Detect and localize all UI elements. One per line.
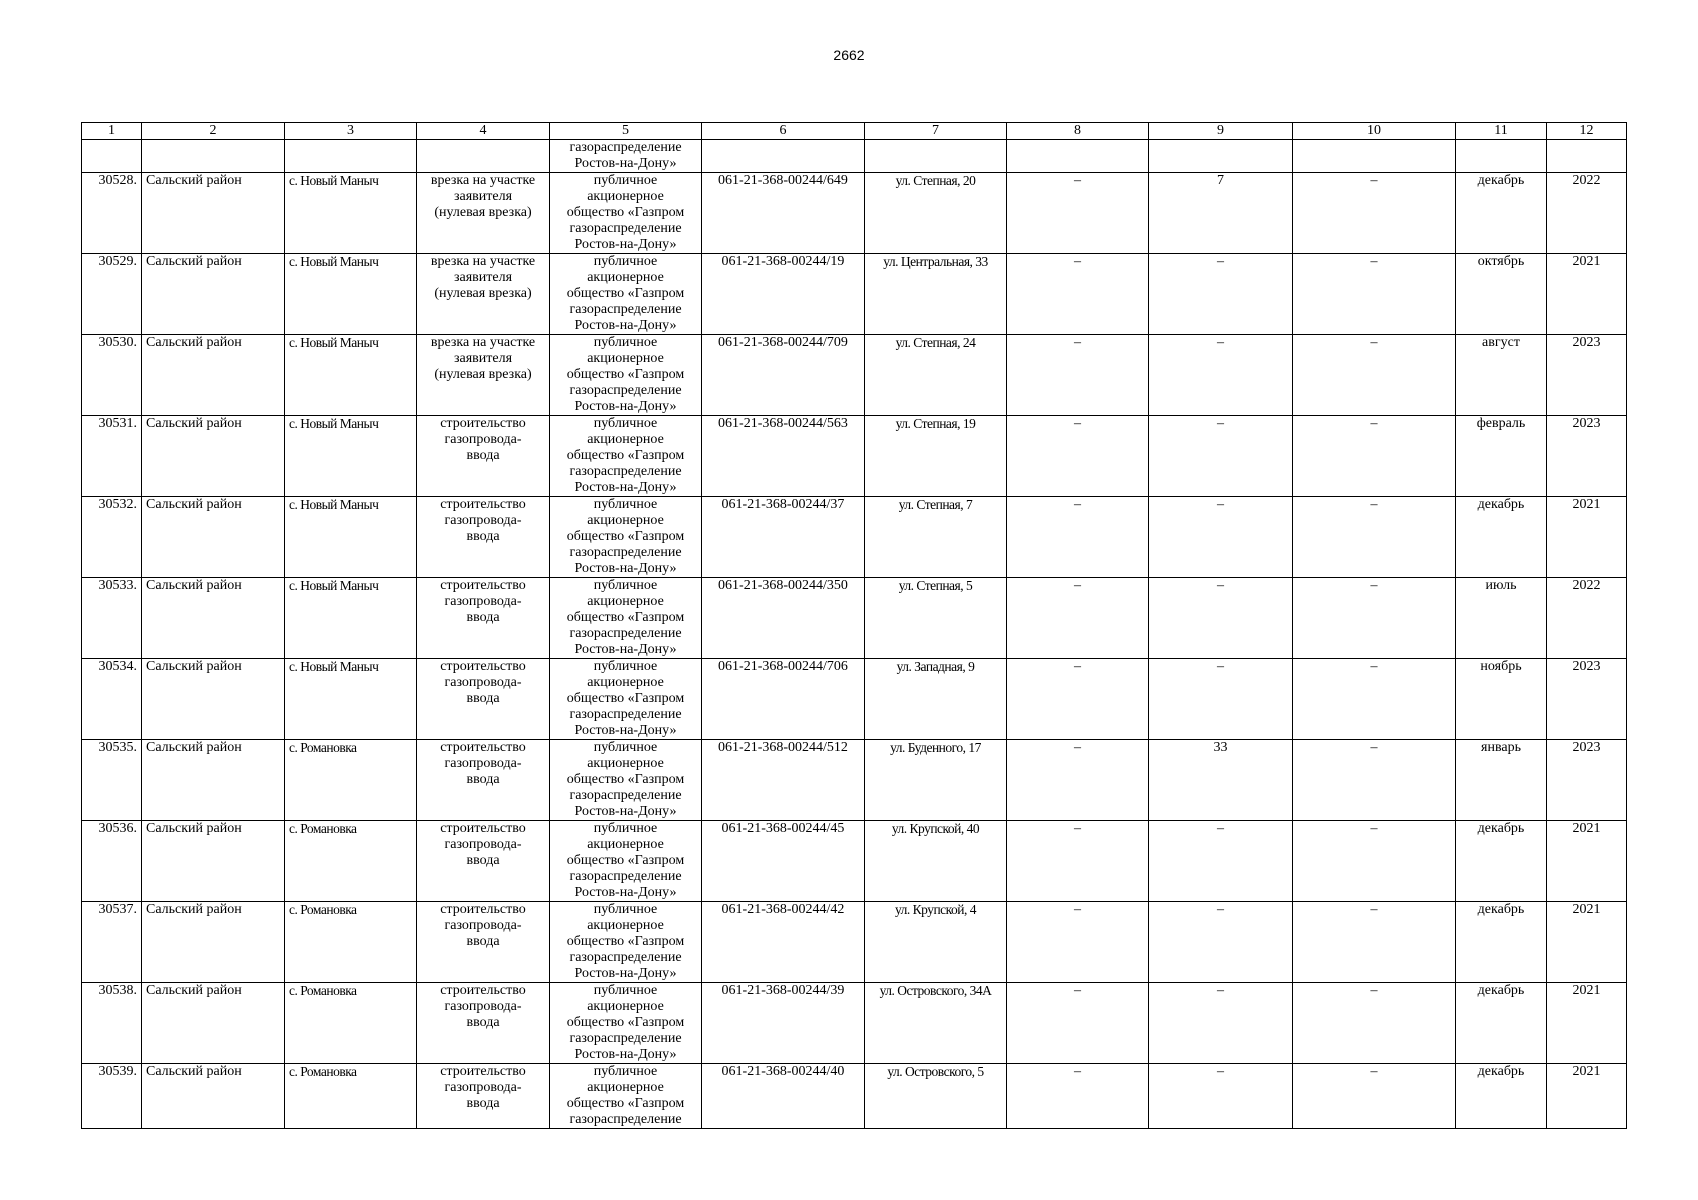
row-number-cell: 30538. (82, 983, 142, 1064)
month-cell: октябрь (1456, 254, 1547, 335)
work-type-line: ввода (466, 610, 500, 625)
empty-cell (417, 140, 550, 173)
month-cell: июль (1456, 578, 1547, 659)
address-cell: ул. Крупской, 4 (865, 902, 1007, 983)
organization-line: акционерное (587, 513, 664, 528)
continuation-row (82, 140, 1627, 173)
settlement-cell: с. Новый Маныч (285, 497, 417, 578)
organization-line: газораспределение (569, 950, 682, 965)
work-type-line: ввода (466, 1015, 500, 1030)
organization-line: публичное (593, 416, 658, 431)
district-cell: Сальский район (142, 254, 285, 335)
address-cell: ул. Буденного, 17 (865, 740, 1007, 821)
organization-line: публичное (593, 902, 658, 917)
column-9-cell: – (1149, 254, 1293, 335)
district-cell: Сальский район (142, 173, 285, 254)
row-number-cell: 30529. (82, 254, 142, 335)
row-number-cell: 30537. (82, 902, 142, 983)
column-header: 6 (702, 123, 865, 140)
work-type-cell (417, 902, 550, 983)
month-cell: август (1456, 335, 1547, 416)
organization-cell (550, 902, 702, 983)
organization-line: публичное (593, 173, 658, 188)
table-row (82, 416, 1627, 497)
column-9-cell: – (1149, 983, 1293, 1064)
organization-line: газораспределение (569, 707, 682, 722)
settlement-cell: с. Романовка (285, 740, 417, 821)
organization-line: Ростов-на-Дону» (574, 642, 677, 657)
organization-cell (550, 821, 702, 902)
address-cell: ул. Центральная, 33 (865, 254, 1007, 335)
table-row (82, 821, 1627, 902)
organization-line: общество «Газпром (566, 1015, 685, 1030)
permit-code-cell: 061-21-368-00244/512 (702, 740, 865, 821)
organization-cell (550, 416, 702, 497)
work-type-line: газопровода- (444, 513, 522, 528)
work-type-cell (417, 578, 550, 659)
organization-line: Ростов-на-Дону» (574, 318, 677, 333)
work-type-line: (нулевая врезка) (434, 367, 532, 382)
organization-line: общество «Газпром (566, 205, 685, 220)
work-type-cell (417, 335, 550, 416)
year-cell: 2023 (1547, 740, 1627, 821)
organization-line: публичное (593, 1064, 658, 1079)
organization-line: публичное (593, 740, 658, 755)
work-type-line: газопровода- (444, 837, 522, 852)
organization-line: газораспределение (569, 545, 682, 560)
organization-line: общество «Газпром (566, 691, 685, 706)
settlement-cell: с. Новый Маныч (285, 659, 417, 740)
district-cell: Сальский район (142, 335, 285, 416)
column-10-cell: – (1293, 902, 1456, 983)
column-8-cell: – (1007, 173, 1149, 254)
empty-cell (702, 140, 865, 173)
work-type-line: врезка на участке (430, 254, 536, 269)
column-header: 1 (82, 123, 142, 140)
work-type-line: ввода (466, 448, 500, 463)
work-type-line: строительство (440, 1064, 526, 1079)
column-10-cell: – (1293, 173, 1456, 254)
row-number-cell: 30534. (82, 659, 142, 740)
year-cell: 2022 (1547, 578, 1627, 659)
column-8-cell: – (1007, 416, 1149, 497)
organization-line: общество «Газпром (566, 529, 685, 544)
work-type-line: врезка на участке (430, 173, 536, 188)
address-cell: ул. Степная, 7 (865, 497, 1007, 578)
column-9-cell: – (1149, 902, 1293, 983)
work-type-cell (417, 497, 550, 578)
organization-line: акционерное (587, 270, 664, 285)
row-number-cell: 30535. (82, 740, 142, 821)
organization-line: газораспределение (569, 140, 682, 155)
district-cell: Сальский район (142, 983, 285, 1064)
column-header: 5 (550, 123, 702, 140)
organization-line: акционерное (587, 594, 664, 609)
organization-line: газораспределение (569, 869, 682, 884)
column-header: 10 (1293, 123, 1456, 140)
settlement-cell: с. Романовка (285, 902, 417, 983)
organization-line: акционерное (587, 351, 664, 366)
column-10-cell: – (1293, 983, 1456, 1064)
table-row (82, 335, 1627, 416)
permit-code-cell: 061-21-368-00244/709 (702, 335, 865, 416)
empty-cell (285, 140, 417, 173)
gas-connection-register-table (81, 122, 1627, 1129)
organization-line: публичное (593, 335, 658, 350)
organization-line: общество «Газпром (566, 286, 685, 301)
organization-line: Ростов-на-Дону» (574, 1047, 677, 1062)
column-header: 12 (1547, 123, 1627, 140)
month-cell: январь (1456, 740, 1547, 821)
work-type-cell (417, 983, 550, 1064)
column-header: 7 (865, 123, 1007, 140)
organization-line: общество «Газпром (566, 934, 685, 949)
organization-cell (550, 335, 702, 416)
row-number-cell: 30539. (82, 1064, 142, 1129)
permit-code-cell: 061-21-368-00244/42 (702, 902, 865, 983)
month-cell: декабрь (1456, 983, 1547, 1064)
work-type-line: строительство (440, 983, 526, 998)
work-type-line: строительство (440, 902, 526, 917)
column-8-cell: – (1007, 821, 1149, 902)
year-cell: 2021 (1547, 254, 1627, 335)
year-cell: 2022 (1547, 173, 1627, 254)
organization-cell (550, 659, 702, 740)
organization-line: газораспределение (569, 383, 682, 398)
permit-code-cell: 061-21-368-00244/45 (702, 821, 865, 902)
work-type-line: газопровода- (444, 1080, 522, 1095)
column-8-cell: – (1007, 578, 1149, 659)
organization-line: акционерное (587, 756, 664, 771)
work-type-line: заявителя (453, 270, 513, 285)
settlement-cell: с. Новый Маныч (285, 173, 417, 254)
column-9-cell: – (1149, 578, 1293, 659)
district-cell: Сальский район (142, 1064, 285, 1129)
column-9-cell: – (1149, 821, 1293, 902)
work-type-line: строительство (440, 416, 526, 431)
year-cell: 2023 (1547, 416, 1627, 497)
work-type-line: строительство (440, 578, 526, 593)
organization-line: газораспределение (569, 302, 682, 317)
column-8-cell: – (1007, 902, 1149, 983)
column-9-cell: 33 (1149, 740, 1293, 821)
table-row (82, 740, 1627, 821)
organization-line: Ростов-на-Дону» (574, 723, 677, 738)
organization-line: акционерное (587, 675, 664, 690)
organization-cell (550, 497, 702, 578)
organization-line: Ростов-на-Дону» (574, 804, 677, 819)
district-cell: Сальский район (142, 740, 285, 821)
work-type-cell (417, 254, 550, 335)
year-cell: 2021 (1547, 902, 1627, 983)
address-cell: ул. Островского, 5 (865, 1064, 1007, 1129)
year-cell: 2021 (1547, 1064, 1627, 1129)
column-8-cell: – (1007, 983, 1149, 1064)
table-row (82, 659, 1627, 740)
district-cell: Сальский район (142, 902, 285, 983)
column-8-cell: – (1007, 497, 1149, 578)
organization-line: акционерное (587, 189, 664, 204)
organization-line: Ростов-на-Дону» (574, 156, 677, 171)
organization-line: газораспределение (569, 221, 682, 236)
organization-line: газораспределение (569, 1112, 682, 1127)
column-8-cell: – (1007, 254, 1149, 335)
permit-code-cell: 061-21-368-00244/563 (702, 416, 865, 497)
work-type-line: ввода (466, 934, 500, 949)
year-cell: 2021 (1547, 821, 1627, 902)
address-cell: ул. Степная, 5 (865, 578, 1007, 659)
table-row (82, 902, 1627, 983)
permit-code-cell: 061-21-368-00244/649 (702, 173, 865, 254)
settlement-cell: с. Романовка (285, 1064, 417, 1129)
month-cell: декабрь (1456, 497, 1547, 578)
work-type-line: ввода (466, 1096, 500, 1111)
table-row (82, 983, 1627, 1064)
row-number-cell: 30533. (82, 578, 142, 659)
empty-cell (1149, 140, 1293, 173)
column-9-cell: – (1149, 659, 1293, 740)
work-type-cell (417, 1064, 550, 1129)
month-cell: декабрь (1456, 1064, 1547, 1129)
organization-line: общество «Газпром (566, 1096, 685, 1111)
district-cell: Сальский район (142, 497, 285, 578)
row-number-cell: 30531. (82, 416, 142, 497)
empty-cell (1293, 140, 1456, 173)
column-header: 2 (142, 123, 285, 140)
month-cell: ноябрь (1456, 659, 1547, 740)
permit-code-cell: 061-21-368-00244/350 (702, 578, 865, 659)
page-number: 2662 (833, 47, 865, 63)
work-type-line: врезка на участке (430, 335, 536, 350)
organization-line: Ростов-на-Дону» (574, 237, 677, 252)
table-row (82, 1064, 1627, 1129)
organization-line: публичное (593, 983, 658, 998)
month-cell: декабрь (1456, 821, 1547, 902)
column-number-header-row (82, 123, 1627, 140)
organization-line: публичное (593, 497, 658, 512)
organization-line: общество «Газпром (566, 772, 685, 787)
empty-cell (1456, 140, 1547, 173)
work-type-line: газопровода- (444, 594, 522, 609)
settlement-cell: с. Новый Маныч (285, 254, 417, 335)
organization-line: публичное (593, 254, 658, 269)
table-row (82, 497, 1627, 578)
work-type-line: заявителя (453, 351, 513, 366)
address-cell: ул. Крупской, 40 (865, 821, 1007, 902)
column-header: 9 (1149, 123, 1293, 140)
organization-line: газораспределение (569, 788, 682, 803)
column-9-cell: – (1149, 416, 1293, 497)
work-type-line: газопровода- (444, 999, 522, 1014)
permit-code-cell: 061-21-368-00244/40 (702, 1064, 865, 1129)
column-10-cell: – (1293, 578, 1456, 659)
work-type-line: газопровода- (444, 675, 522, 690)
organization-line: газораспределение (569, 1031, 682, 1046)
column-header: 4 (417, 123, 550, 140)
column-8-cell: – (1007, 740, 1149, 821)
settlement-cell: с. Новый Маныч (285, 416, 417, 497)
permit-code-cell: 061-21-368-00244/39 (702, 983, 865, 1064)
organization-line: акционерное (587, 918, 664, 933)
organization-line: Ростов-на-Дону» (574, 561, 677, 576)
column-10-cell: – (1293, 416, 1456, 497)
column-10-cell: – (1293, 821, 1456, 902)
row-number-cell: 30536. (82, 821, 142, 902)
empty-cell (1547, 140, 1627, 173)
work-type-line: газопровода- (444, 756, 522, 771)
address-cell: ул. Западная, 9 (865, 659, 1007, 740)
organization-line: акционерное (587, 837, 664, 852)
work-type-cell (417, 416, 550, 497)
organization-line: общество «Газпром (566, 367, 685, 382)
organization-line: общество «Газпром (566, 610, 685, 625)
empty-cell (142, 140, 285, 173)
address-cell: ул. Островского, 34А (865, 983, 1007, 1064)
month-cell: декабрь (1456, 902, 1547, 983)
column-9-cell: – (1149, 1064, 1293, 1129)
organization-line: Ростов-на-Дону» (574, 885, 677, 900)
organization-cell (550, 740, 702, 821)
column-8-cell: – (1007, 1064, 1149, 1129)
column-8-cell: – (1007, 335, 1149, 416)
organization-line: общество «Газпром (566, 448, 685, 463)
permit-code-cell: 061-21-368-00244/19 (702, 254, 865, 335)
organization-line: публичное (593, 821, 658, 836)
column-10-cell: – (1293, 497, 1456, 578)
row-number-cell: 30532. (82, 497, 142, 578)
work-type-cell (417, 740, 550, 821)
row-number-cell: 30530. (82, 335, 142, 416)
organization-line: акционерное (587, 432, 664, 447)
settlement-cell: с. Романовка (285, 821, 417, 902)
address-cell: ул. Степная, 24 (865, 335, 1007, 416)
year-cell: 2021 (1547, 983, 1627, 1064)
month-cell: декабрь (1456, 173, 1547, 254)
work-type-line: ввода (466, 691, 500, 706)
row-number-cell: 30528. (82, 173, 142, 254)
column-10-cell: – (1293, 1064, 1456, 1129)
organization-line: Ростов-на-Дону» (574, 966, 677, 981)
district-cell: Сальский район (142, 821, 285, 902)
permit-code-cell: 061-21-368-00244/706 (702, 659, 865, 740)
work-type-line: газопровода- (444, 918, 522, 933)
work-type-line: строительство (440, 740, 526, 755)
work-type-cell (417, 659, 550, 740)
organization-cell (550, 140, 702, 173)
settlement-cell: с. Новый Маныч (285, 335, 417, 416)
work-type-line: строительство (440, 659, 526, 674)
column-header: 8 (1007, 123, 1149, 140)
work-type-line: строительство (440, 497, 526, 512)
work-type-cell (417, 821, 550, 902)
settlement-cell: с. Романовка (285, 983, 417, 1064)
district-cell: Сальский район (142, 416, 285, 497)
organization-line: газораспределение (569, 626, 682, 641)
organization-cell (550, 173, 702, 254)
work-type-line: заявителя (453, 189, 513, 204)
organization-line: газораспределение (569, 464, 682, 479)
column-header: 11 (1456, 123, 1547, 140)
column-9-cell: – (1149, 335, 1293, 416)
table-row (82, 254, 1627, 335)
organization-cell (550, 254, 702, 335)
organization-line: общество «Газпром (566, 853, 685, 868)
column-10-cell: – (1293, 659, 1456, 740)
district-cell: Сальский район (142, 659, 285, 740)
column-10-cell: – (1293, 254, 1456, 335)
column-9-cell: 7 (1149, 173, 1293, 254)
work-type-line: ввода (466, 772, 500, 787)
table-row (82, 173, 1627, 254)
month-cell: февраль (1456, 416, 1547, 497)
permit-code-cell: 061-21-368-00244/37 (702, 497, 865, 578)
organization-line: Ростов-на-Дону» (574, 480, 677, 495)
organization-line: Ростов-на-Дону» (574, 399, 677, 414)
organization-line: акционерное (587, 1080, 664, 1095)
column-10-cell: – (1293, 335, 1456, 416)
organization-line: акционерное (587, 999, 664, 1014)
year-cell: 2021 (1547, 497, 1627, 578)
year-cell: 2023 (1547, 335, 1627, 416)
column-10-cell: – (1293, 740, 1456, 821)
column-8-cell: – (1007, 659, 1149, 740)
work-type-line: газопровода- (444, 432, 522, 447)
column-header: 3 (285, 123, 417, 140)
settlement-cell: с. Новый Маныч (285, 578, 417, 659)
work-type-line: ввода (466, 853, 500, 868)
organization-cell (550, 1064, 702, 1129)
work-type-line: (нулевая врезка) (434, 286, 532, 301)
organization-cell (550, 578, 702, 659)
column-9-cell: – (1149, 497, 1293, 578)
address-cell: ул. Степная, 19 (865, 416, 1007, 497)
year-cell: 2023 (1547, 659, 1627, 740)
empty-cell (865, 140, 1007, 173)
table-row (82, 578, 1627, 659)
work-type-line: ввода (466, 529, 500, 544)
work-type-line: (нулевая врезка) (434, 205, 532, 220)
work-type-cell (417, 173, 550, 254)
organization-line: публичное (593, 578, 658, 593)
organization-line: публичное (593, 659, 658, 674)
work-type-line: строительство (440, 821, 526, 836)
address-cell: ул. Степная, 20 (865, 173, 1007, 254)
organization-cell (550, 983, 702, 1064)
district-cell: Сальский район (142, 578, 285, 659)
empty-cell (1007, 140, 1149, 173)
empty-cell (82, 140, 142, 173)
